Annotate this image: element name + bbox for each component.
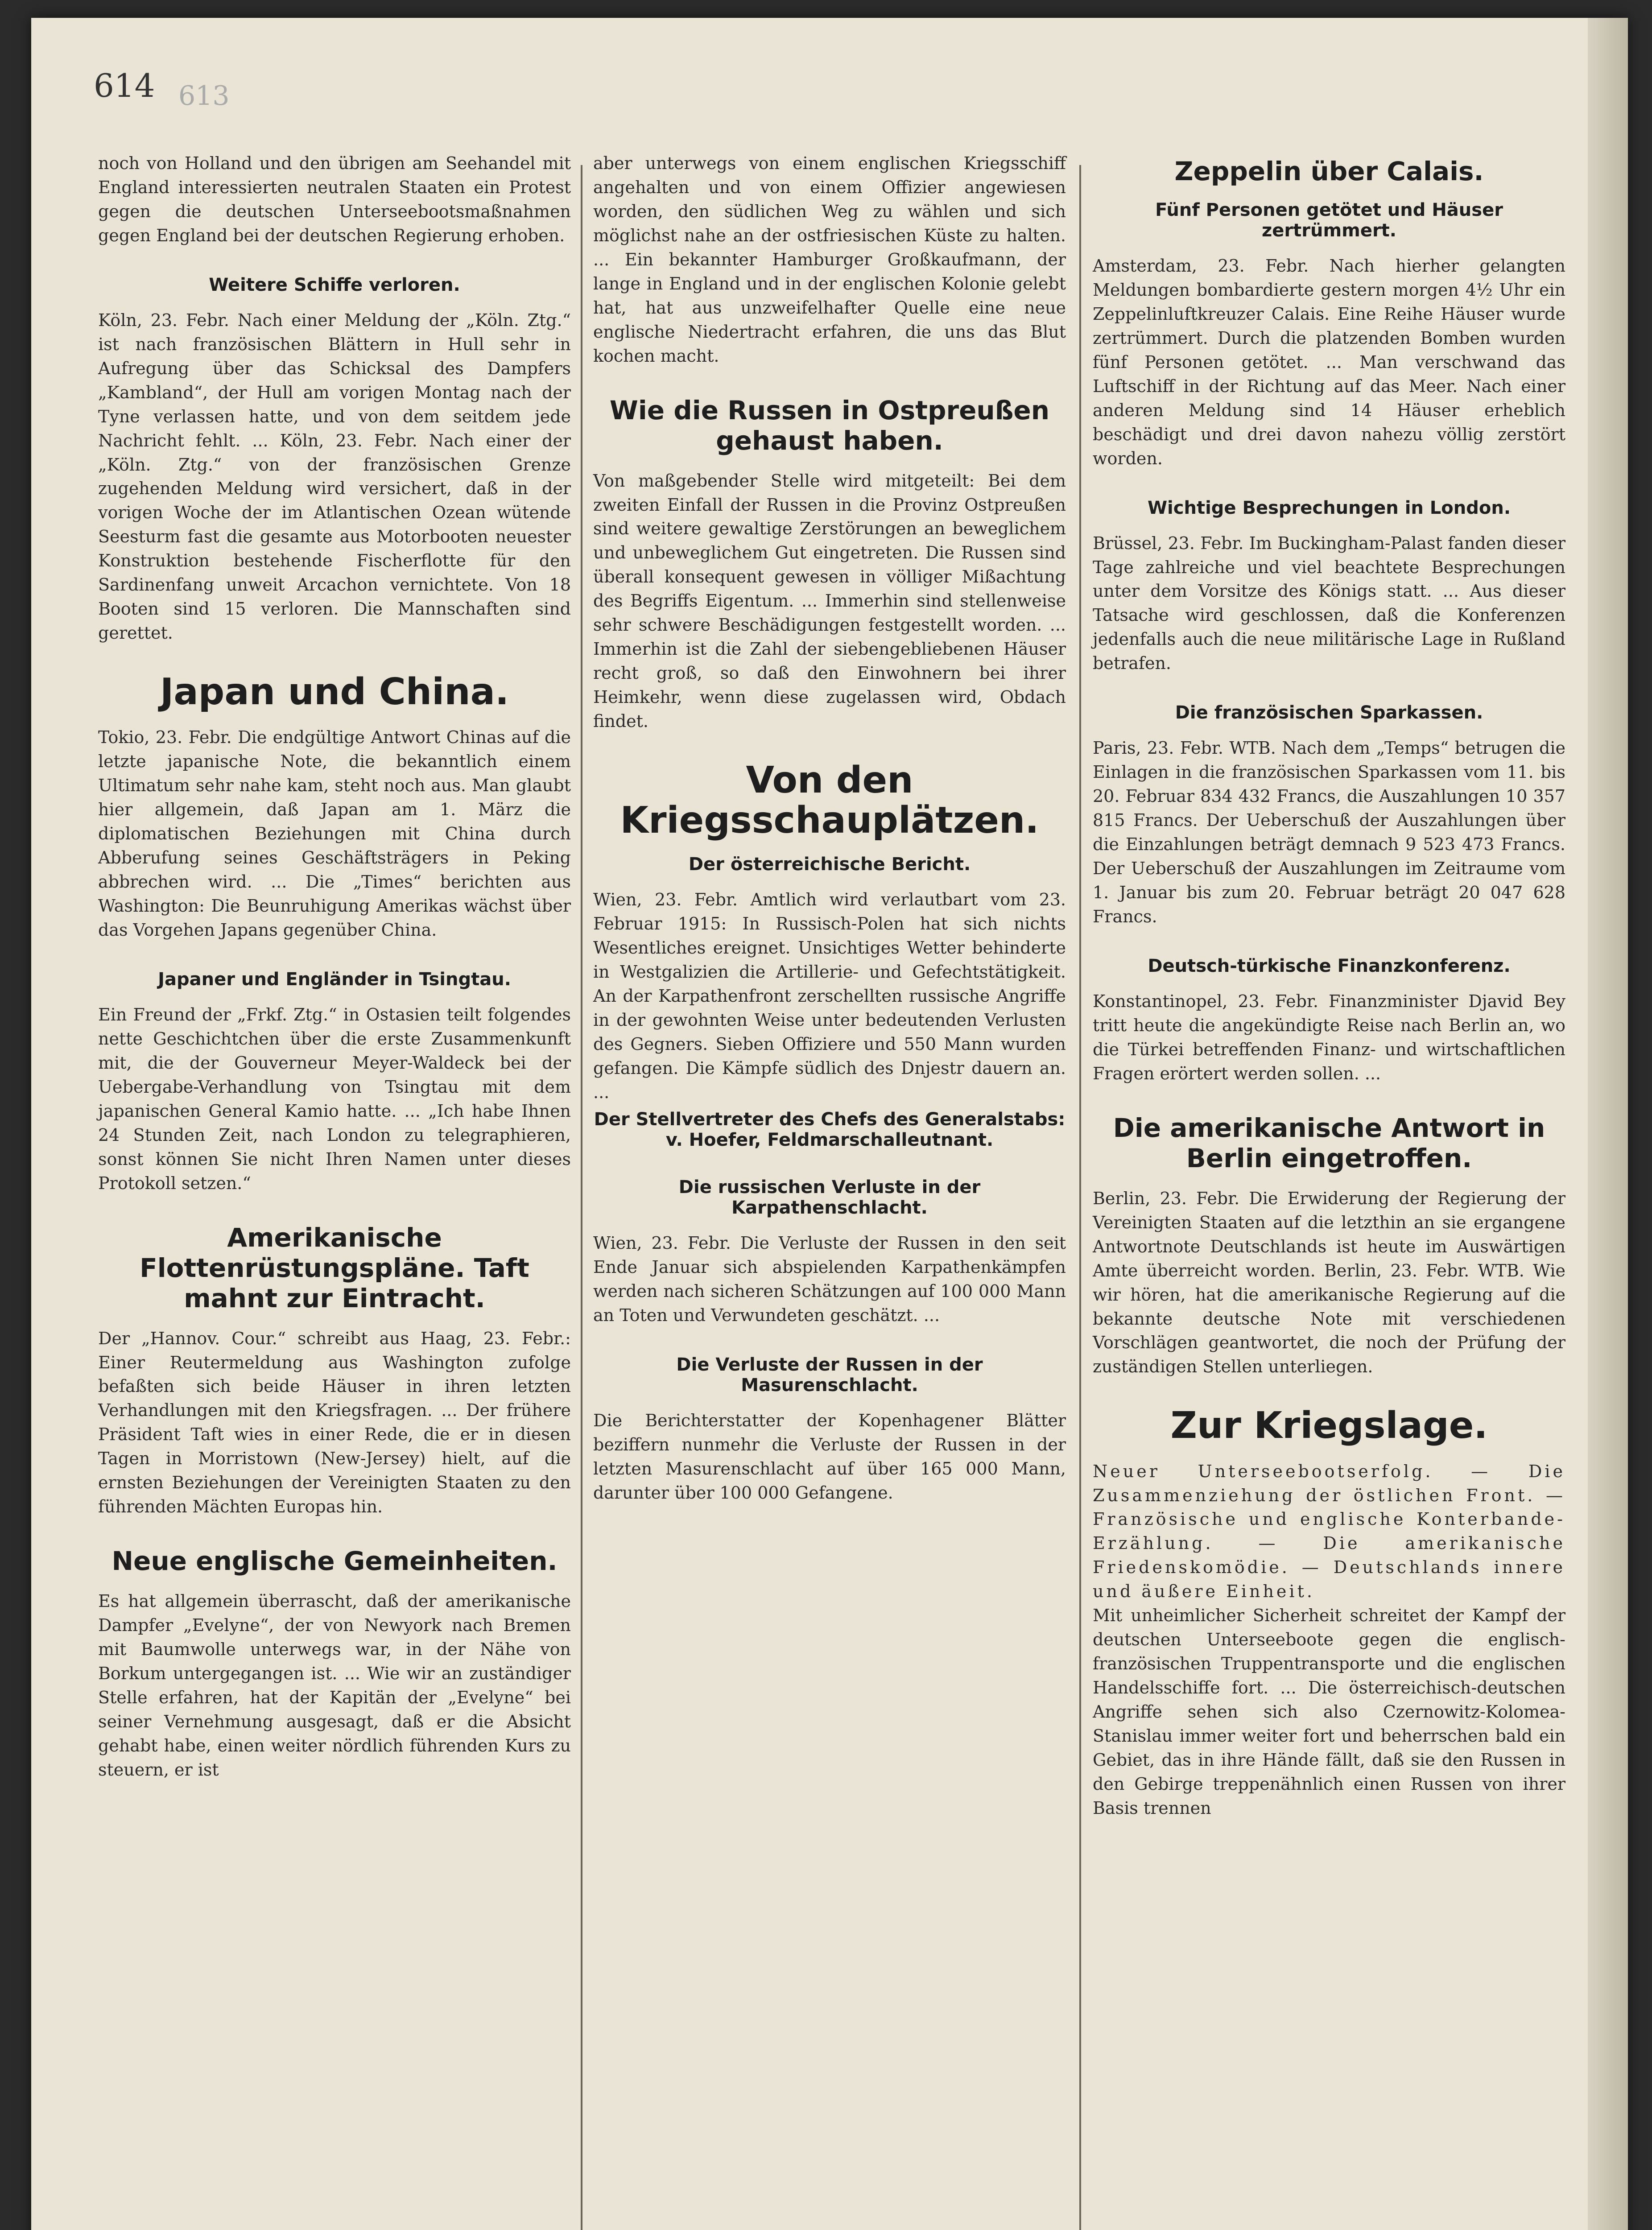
column-2 <box>593 152 1066 1532</box>
article-body: Es hat allgemein überrascht, daß der amerikanische Dampfer „Evelyne“, der von Newyork nach Bremen mit Baumwolle unterwegs war, in der Nähe von Borkum untergegangen ist. ... Wie wir an zuständiger Stelle erfahren, hat der Kapitän der „Evelyne“ bei seiner Vernehmung ausgesagt, daß er die Absicht gehabt habe, einen weiter nördlich führenden Kurs zu steuern, er ist <box>98 1591 571 1780</box>
article-headline: Neue englische Gemeinheiten. <box>112 1546 558 1577</box>
article <box>98 275 571 645</box>
article <box>1093 702 1565 929</box>
article-body: Berlin, 23. Febr. Die Erwiderung der Regierung der Vereinigten Staaten auf die letzthin an sie ergangene Antwortnote Deutschlands ist heute im Auswärtigen Amte überreicht worden. Berlin, 23. Febr. WTB. Wie wir hören, hat die amerikanische Regierung auf die bekannte deutsche Note mit verschiedenen Vorschlägen geantwortet, die noch der Prüfung der zuständigen Stellen unterliegen. <box>1093 1188 1565 1377</box>
article <box>1093 1406 1565 1820</box>
article <box>593 395 1066 734</box>
article-headline: Japaner und Engländer in Tsingtau. <box>158 969 511 990</box>
article-body: Amsterdam, 23. Febr. Nach hierher gelangten Meldungen bombardierte gestern morgen 4½ Uhr ein Zeppelinluftkreuzer Calais. Eine Reihe Häuser wurde zertrümmert. Durch die platzenden Bomben wurden fünf Personen getötet. ... Man verschwand das Luftschiff in der Richtung auf das Meer. Nach einer anderen Meldung sind 14 Häuser erheblich beschädigt und drei davon nahezu völlig zerstört worden. <box>1093 256 1565 468</box>
article-headline: Die Verluste der Russen in der Masurenschlacht. <box>676 1354 983 1396</box>
article-body: Wien, 23. Febr. Amtlich wird verlautbart vom 23. Februar 1915: In Russisch-Polen hat sich nichts Wesentliches ereignet. Unsichtiges Wetter behinderte in Westgalizien die Artillerie- und Gefechtstätigkeit. An der Karpathenfront zerschellten russische Angriffe in der gewohnten Weise unter bedeutenden Verlusten des Gegners. Sieben Offiziere und 550 Mann wurden gefangen. Die Kämpfe südlich des Dnjestr dauern an. ... <box>593 890 1066 1103</box>
article-headline: Die russischen Verluste in der Karpathenschlacht. <box>678 1177 981 1218</box>
article-headline: Wichtige Besprechungen in London. <box>1147 497 1511 518</box>
article <box>1093 1113 1565 1379</box>
article-subheadline: Der österreichische Bericht. <box>688 854 971 875</box>
column-3 <box>1093 152 1565 1847</box>
column-1 <box>98 152 571 1809</box>
article-headline: Weitere Schiffe verloren. <box>209 274 460 295</box>
article-body: Konstantinopel, 23. Febr. Finanzminister Djavid Bey tritt heute die angekündigte Reise nach Berlin an, wo die Türkei betreffenden Finanz- und wirtschaftlichen Fragen erörtert werden sollen. ... <box>1093 991 1565 1083</box>
article <box>1093 956 1565 1086</box>
article <box>593 152 1066 368</box>
article-body: Der „Hannov. Cour.“ schreibt aus Haag, 23. Febr.: Einer Reutermeldung aus Washington zufolge befaßten sich beide Häuser in ihren letzten Verhandlungen mit den Kriegsfragen. ... Der frühere Präsident Taft wies in einer Rede, die er in diesen Tagen in Morristown (New-Jersey) hielt, auf die ernsten Beziehungen der Vereinigten Staaten zu den führenden Mächten Europas hin. <box>98 1328 571 1517</box>
article-headline: Zeppelin über Calais. <box>1174 156 1484 186</box>
article-body: Paris, 23. Febr. WTB. Nach dem „Temps“ betrugen die Einlagen in die französischen Sparkassen vom 11. bis 20. Februar 834 432 Francs, die Auszahlungen 10 357 815 Francs. Der Ueberschuß der Auszahlungen über die Einzahlungen beträgt demnach 9 523 473 Francs. Der Ueberschuß der Auszahlungen im Zeitraume vom 1. Januar bis zum 20. Februar beträgt 20 047 628 Francs. <box>1093 738 1565 926</box>
column-rule <box>1079 165 1081 2230</box>
page-number-ghost: 613 <box>178 80 230 112</box>
article-subheadline: Fünf Personen getötet und Häuser zertrümmert. <box>1155 200 1503 241</box>
article-body: noch von Holland und den übrigen am Seehandel mit England interessierten neutralen Staaten ein Protest gegen die deutschen Unterseebootsmaßnahmen gegen England bei der deutschen Regierung erhoben. <box>98 153 571 245</box>
article-body: Mit unheimlicher Sicherheit schreitet der Kampf der deutschen Unterseeboote gegen die englisch-französischen Truppentransporte und die englischen Handelsschiffe fort. ... Die österreichisch-deutschen Angriffe sehen sich also Czernowitz-Kolomea-Stanislau immer weiter fort und beherrschen bald ein Gebiet, das in ihre Hände fällt, daß sie den Russen in den Gebirge treppenähnlich einen Russen von ihrer Basis trennen <box>1093 1606 1565 1818</box>
article-headline: Von den Kriegsschauplätzen. <box>620 759 1039 842</box>
newspaper-page <box>31 18 1628 2230</box>
article-body: Köln, 23. Febr. Nach einer Meldung der „Köln. Ztg.“ ist nach französischen Blättern in Hull sehr in Aufregung über das Schicksal des Dampfers „Kambland“, der Hull am vorigen Montag nach der Tyne verlassen hatte, und von dem seitdem jede Nachricht fehlt. ... Köln, 23. Febr. Nach einer der „Köln. Ztg.“ von der französischen Grenze zugehenden Meldung wird versichert, daß in der vorigen Woche der im Atlantischen Ozean wütende Seesturm fast die gesamte aus Motorbooten neuester Konstruktion bestehende Fischerflotte für den Sardinenfang unweit Arcachon vernichtete. Von 18 Booten sind 15 verloren. Die Mannschaften sind gerettet. <box>98 310 571 643</box>
article <box>98 1222 571 1520</box>
article <box>98 969 571 1196</box>
article-body: Brüssel, 23. Febr. Im Buckingham-Palast fanden dieser Tage zahlreiche und viel beachtete Besprechungen unter dem Vorsitze des Königs statt. ... Aus dieser Tatsache wird geschlossen, daß die Konferenzen jedenfalls auch die neue militärische Lage in Rußland betrafen. <box>1093 533 1565 673</box>
article-headline: Die französischen Sparkassen. <box>1175 702 1483 723</box>
article-body: Die Berichterstatter der Kopenhagener Blätter beziffern nunmehr die Verluste der Russen in der letzten Masurenschlacht auf über 165 000 Mann, darunter über 100 000 Gefangene. <box>593 1410 1066 1503</box>
article-body: Ein Freund der „Frkf. Ztg.“ in Ostasien teilt folgendes nette Geschichtchen über die erste Zusammenkunft mit, die der Gouverneur Meyer-Waldeck bei der Uebergabe-Verhandlung von Tsingtau mit dem japanischen General Kamio hatte. ... „Ich habe Ihnen 24 Stunden Zeit, nach London zu telegraphieren, sonst können Sie nicht Ihren Namen unter dieses Protokoll setzen.“ <box>98 1004 571 1193</box>
article <box>98 152 571 248</box>
article-signature: Der Stellvertreter des Chefs des Generalstabs: v. Hoefer, Feldmarschalleutnant. <box>594 1109 1066 1151</box>
article <box>593 1177 1066 1328</box>
article-headline: Wie die Russen in Ostpreußen gehaust haben. <box>609 395 1050 456</box>
article-headline: Amerikanische Flottenrüstungspläne. Taft mahnt zur Eintracht. <box>140 1222 529 1313</box>
article-body: Tokio, 23. Febr. Die endgültige Antwort Chinas auf die letzte japanische Note, die bekanntlich einem Ultimatum sehr nahe kam, steht noch aus. Man glaubt hier allgemein, daß Japan am 1. März die diplomatischen Beziehungen mit China durch Abberufung seines Geschäftsträgers in Peking abbrechen wird. ... Die „Times“ berichten aus Washington: Die Beunruhigung Amerikas wächst über das Vorgehen Japans gegenüber China. <box>98 727 571 940</box>
page-number: 614 <box>94 67 155 104</box>
page-edge <box>1588 18 1628 2230</box>
article-body: aber unterwegs von einem englischen Kriegsschiff angehalten und von einem Offizier angewiesen worden, den südlichen Weg zu wählen und sich möglichst nahe an der ostfriesischen Küste zu halten. ... Ein bekannter Hamburger Großkaufmann, der lange in England und in der englischen Kolonie gelebt hat, hat aus unzweifelhafter Quelle eine neue englische Niedertracht erfahren, die uns das Blut kochen macht. <box>593 153 1066 366</box>
article-headline: Die amerikanische Antwort in Berlin eingetroffen. <box>1113 1112 1545 1173</box>
article-body: Wien, 23. Febr. Die Verluste der Russen in den seit Ende Januar sich abspielenden Karpathenkämpfen werden nach sicheren Schätzungen auf 100 000 Mann an Toten und Verwundeten geschätzt. ... <box>593 1233 1066 1325</box>
article <box>593 1355 1066 1505</box>
article <box>593 760 1066 1150</box>
article-body: Von maßgebender Stelle wird mitgeteilt: Bei dem zweiten Einfall der Russen in die Provinz Ostpreußen sind weitere gewaltige Zerstörungen an beweglichem und unbeweglichem Gut eingetreten. Die Russen sind überall konsequent gewesen in völliger Mißachtung des Begriffs Eigentum. ... Immerhin sind stellenweise sehr schwere Beschädigungen festgestellt worden. ... Immerhin ist die Zahl der siebengebliebenen Häuser recht groß, so daß den Einwohnern bei ihrer Heimkehr, wenn diese zugelassen wird, Obdach findet. <box>593 471 1066 731</box>
article-summary: Neuer Unterseebootserfolg. — Die Zusammenziehung der östlichen Front. — Französische und englische Konterbande-Erzählung. — Die amerikanische Friedenskomödie. — Deutschlands innere und äußere Einheit. <box>1093 1461 1565 1602</box>
article <box>1093 156 1565 471</box>
article-headline: Zur Kriegslage. <box>1170 1404 1488 1447</box>
article <box>1093 498 1565 676</box>
article-headline: Japan und China. <box>160 671 509 714</box>
article-headline: Deutsch-türkische Finanzkonferenz. <box>1148 955 1511 976</box>
column-rule <box>581 165 582 2230</box>
article <box>98 1546 571 1782</box>
article <box>98 672 571 942</box>
